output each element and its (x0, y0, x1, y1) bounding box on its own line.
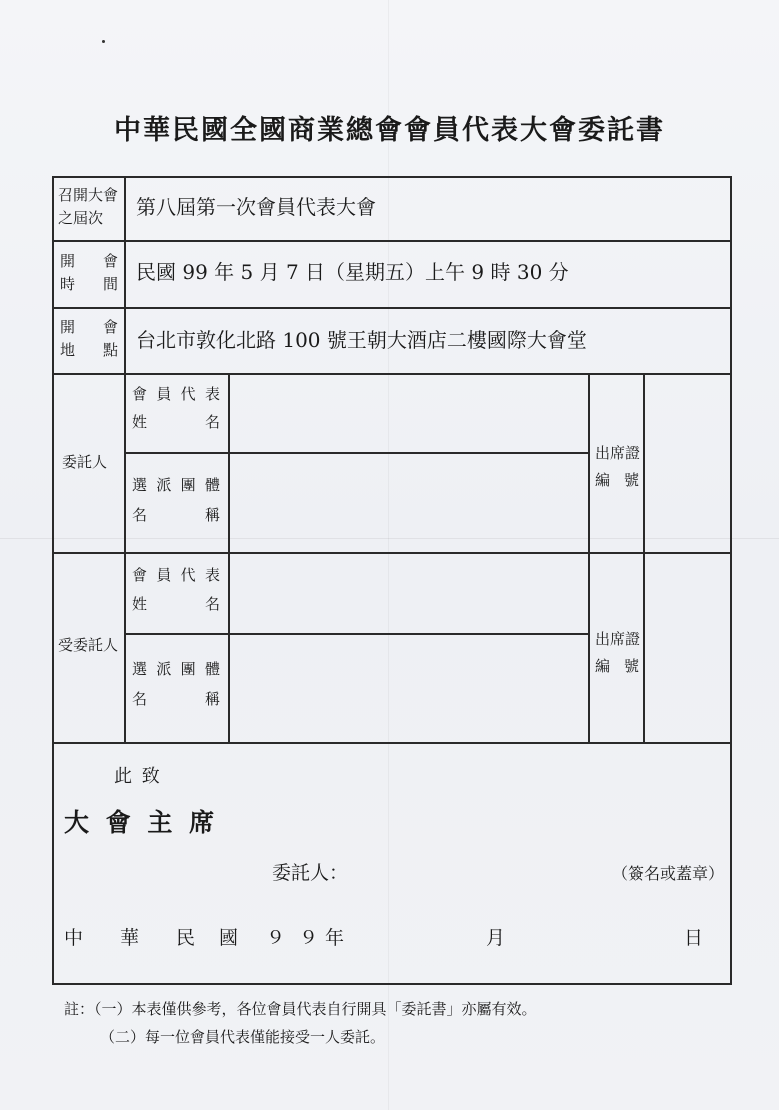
principal-group-label-bottom (132, 508, 220, 523)
proxy-label: 受委託人 (58, 636, 119, 654)
place-value: 台北市敦化北路 100 號王朝大酒店二樓國際大會堂 (136, 328, 587, 352)
date-char: 國 (219, 927, 239, 949)
row-separator (52, 307, 732, 309)
signer-label: 委託人： (272, 862, 349, 884)
label-char: 團 (180, 660, 196, 678)
column-separator (124, 176, 126, 743)
label-char: 名 (204, 413, 220, 431)
label-char: 名 (204, 595, 220, 613)
proxy-rep-name-field[interactable] (230, 554, 586, 632)
salutation: 此 致 (114, 766, 162, 787)
time-label-top (60, 254, 118, 269)
label-char: 表 (204, 566, 220, 584)
principal-cert-number-field[interactable] (645, 375, 729, 551)
proxy-rep-label-top (132, 568, 220, 583)
label-char: 地 (60, 341, 76, 359)
addressee: 大 會 主 席 (64, 808, 219, 837)
label-char: 體 (204, 476, 220, 494)
date-year-number: ９ ９ (266, 927, 323, 949)
label-char: 姓 (132, 595, 148, 613)
date-day-char: 日 (684, 927, 704, 949)
principal-cert-label-top: 出席證 (595, 444, 641, 462)
speck-mark (102, 40, 105, 43)
date-char: 華 (120, 927, 140, 949)
place-label-bottom (60, 343, 118, 358)
label-char: 會 (102, 252, 118, 270)
label-char: 派 (156, 660, 172, 678)
proxy-cert-label-bottom (595, 659, 639, 674)
proxy-rep-label-bottom (132, 597, 220, 612)
label-char: 代 (180, 385, 196, 403)
date-year-char: 年 (325, 927, 345, 949)
label-char: 名 (132, 690, 148, 708)
principal-label: 委託人 (62, 453, 108, 471)
label-char: 表 (204, 385, 220, 403)
principal-rep-label-top (132, 387, 220, 402)
date-char: 民 (176, 927, 196, 949)
note-1: 註：（一）本表僅供參考，各位會員代表自行開具「委託書」亦屬有效。 (64, 1000, 537, 1018)
note-2: （二）每一位會員代表僅能接受一人委託。 (100, 1028, 386, 1046)
label-char: 姓 (132, 413, 148, 431)
proxy-group-name-field[interactable] (230, 635, 586, 741)
table-border-top (52, 176, 732, 178)
proxy-group-label-bottom (132, 692, 220, 707)
label-char: 號 (623, 471, 639, 489)
label-char: 會 (132, 385, 148, 403)
label-char: 點 (102, 341, 118, 359)
proxy-cert-number-field[interactable] (645, 554, 729, 741)
label-char: 員 (156, 566, 172, 584)
session-label-bottom: 之屆次 (58, 209, 104, 227)
label-char: 名 (132, 506, 148, 524)
row-separator (52, 240, 732, 242)
session-label-top: 召開大會 (58, 186, 119, 204)
session-value: 第八屆第一次會員代表大會 (136, 195, 376, 219)
time-value: 民國 99 年 5 月 7 日（星期五）上午 9 時 30 分 (136, 260, 569, 284)
date-char: 中 (64, 927, 84, 949)
label-char: 選 (132, 660, 148, 678)
sign-hint: （簽名或蓋章） (612, 864, 725, 883)
label-char: 編 (595, 657, 611, 675)
label-char: 間 (102, 275, 118, 293)
label-char: 會 (132, 566, 148, 584)
principal-group-name-field[interactable] (230, 454, 586, 550)
principal-group-label-top (132, 478, 220, 493)
row-separator (52, 742, 732, 744)
label-char: 時 (60, 275, 76, 293)
label-char: 號 (623, 657, 639, 675)
table-border-bottom (52, 983, 732, 985)
place-label-top (60, 320, 118, 335)
label-char: 團 (180, 476, 196, 494)
date-month-char: 月 (486, 927, 506, 949)
label-char: 代 (180, 566, 196, 584)
principal-cert-label-bottom (595, 473, 639, 488)
label-char: 員 (156, 385, 172, 403)
label-char: 稱 (204, 506, 220, 524)
principal-rep-name-field[interactable] (230, 375, 586, 451)
label-char: 派 (156, 476, 172, 494)
label-char: 編 (595, 471, 611, 489)
label-char: 選 (132, 476, 148, 494)
label-char: 體 (204, 660, 220, 678)
signer-field[interactable] (360, 858, 610, 886)
label-char: 會 (102, 318, 118, 336)
proxy-group-label-top (132, 662, 220, 677)
proxy-cert-label-top: 出席證 (595, 630, 641, 648)
table-border-right (730, 176, 732, 984)
label-char: 稱 (204, 690, 220, 708)
document-title: 中華民國全國商業總會會員代表大會委託書 (114, 115, 665, 146)
principal-rep-label-bottom (132, 415, 220, 430)
column-separator (588, 373, 590, 743)
table-border-left (52, 176, 54, 984)
label-char: 開 (60, 252, 76, 270)
label-char: 開 (60, 318, 76, 336)
time-label-bottom (60, 277, 118, 292)
